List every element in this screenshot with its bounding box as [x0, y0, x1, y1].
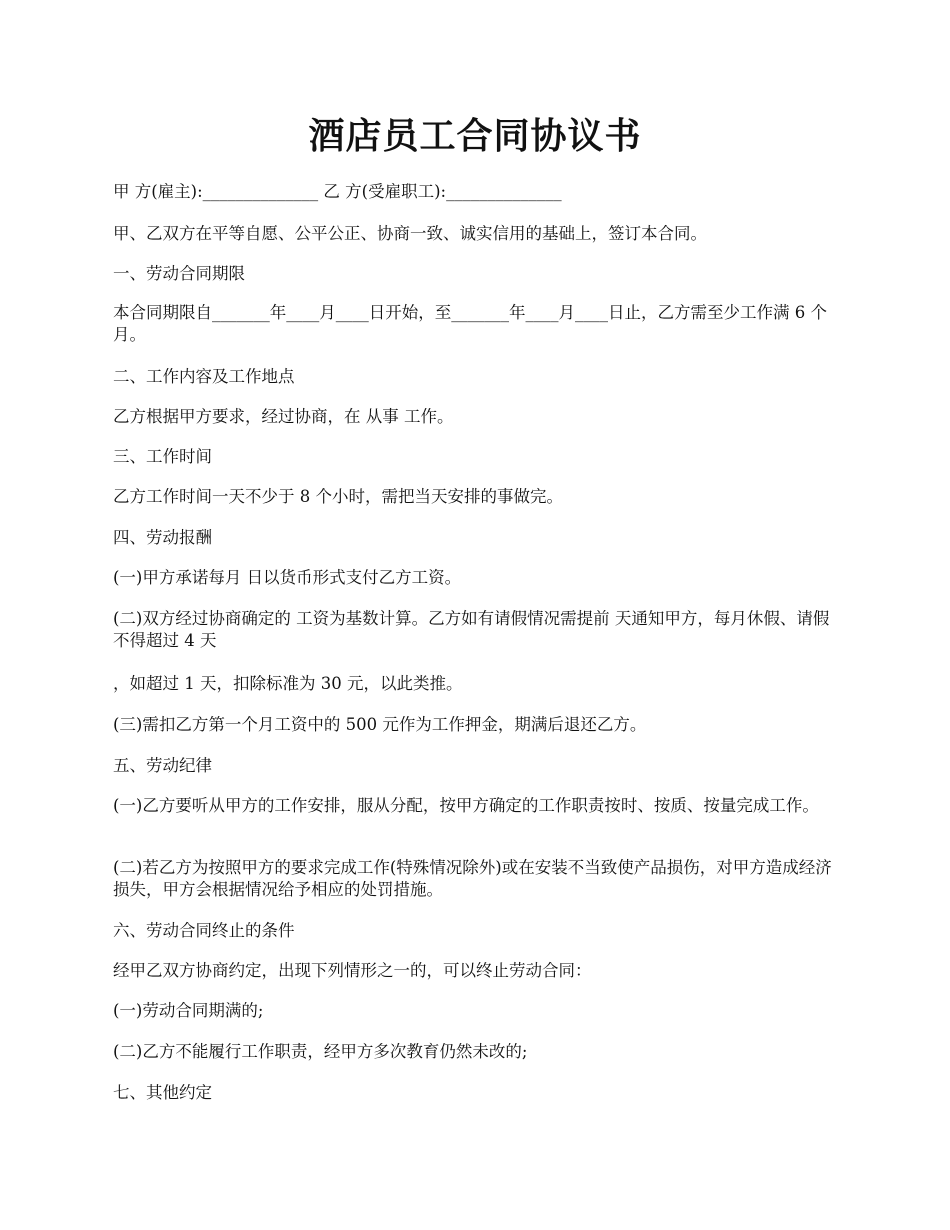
- discipline-clause-2: (二)若乙方为按照甲方的要求完成工作(特殊情况除外)或在安装不当致使产品损伤，对甲方造成经济损失，甲方会根据情况给予相应的处罚措施。: [113, 858, 832, 899]
- pay-clause-1: (一)甲方承诺每月 日以货币形式支付乙方工资。: [113, 568, 462, 587]
- document-title: 酒店员工合同协议书: [308, 115, 642, 157]
- term-paragraph: 本合同期限自_______年____月____日开始，至_______年____月____日止，乙方需至少工作满 6 个月。: [113, 303, 827, 344]
- discipline-clause-1: (一)乙方要听从甲方的工作安排，服从分配，按甲方确定的工作职责按时、按质、按量完成工作。: [113, 796, 819, 815]
- section-heading-term: 一、劳动合同期限: [113, 264, 245, 283]
- section-heading-work-content: 二、工作内容及工作地点: [113, 367, 295, 386]
- preamble-paragraph: 甲、乙双方在平等自愿、公平公正、协商一致、诚实信用的基础上，签订本合同。: [113, 224, 707, 243]
- termination-item-2: (二)乙方不能履行工作职责，经甲方多次教育仍然未改的;: [113, 1042, 528, 1061]
- pay-clause-2-continued: ，如超过 1 天，扣除标准为 30 元，以此类推。: [113, 674, 463, 693]
- pay-clause-2: (二)双方经过协商确定的 工资为基数计算。乙方如有请假情况需提前 天通知甲方，每月休假、请假不得超过 4 天: [113, 609, 830, 650]
- section-heading-termination: 六、劳动合同终止的条件: [113, 921, 295, 940]
- section-heading-other: 七、其他约定: [113, 1083, 212, 1102]
- termination-intro: 经甲乙双方协商约定，出现下列情形之一的，可以终止劳动合同：: [113, 961, 592, 980]
- pay-clause-3: (三)需扣乙方第一个月工资中的 500 元作为工作押金，期满后退还乙方。: [113, 715, 647, 734]
- section-heading-discipline: 五、劳动纪律: [113, 756, 212, 775]
- section-heading-pay: 四、劳动报酬: [113, 528, 212, 547]
- section-heading-work-time: 三、工作时间: [113, 447, 212, 466]
- work-time-paragraph: 乙方工作时间一天不少于 8 个小时，需把当天安排的事做完。: [113, 487, 563, 506]
- termination-item-1: (一)劳动合同期满的;: [113, 1001, 264, 1020]
- party-line: 甲 方(雇主):______________ 乙 方(受雇职工):______________: [113, 182, 562, 201]
- work-content-paragraph: 乙方根据甲方要求，经过协商，在 从事 工作。: [113, 407, 454, 426]
